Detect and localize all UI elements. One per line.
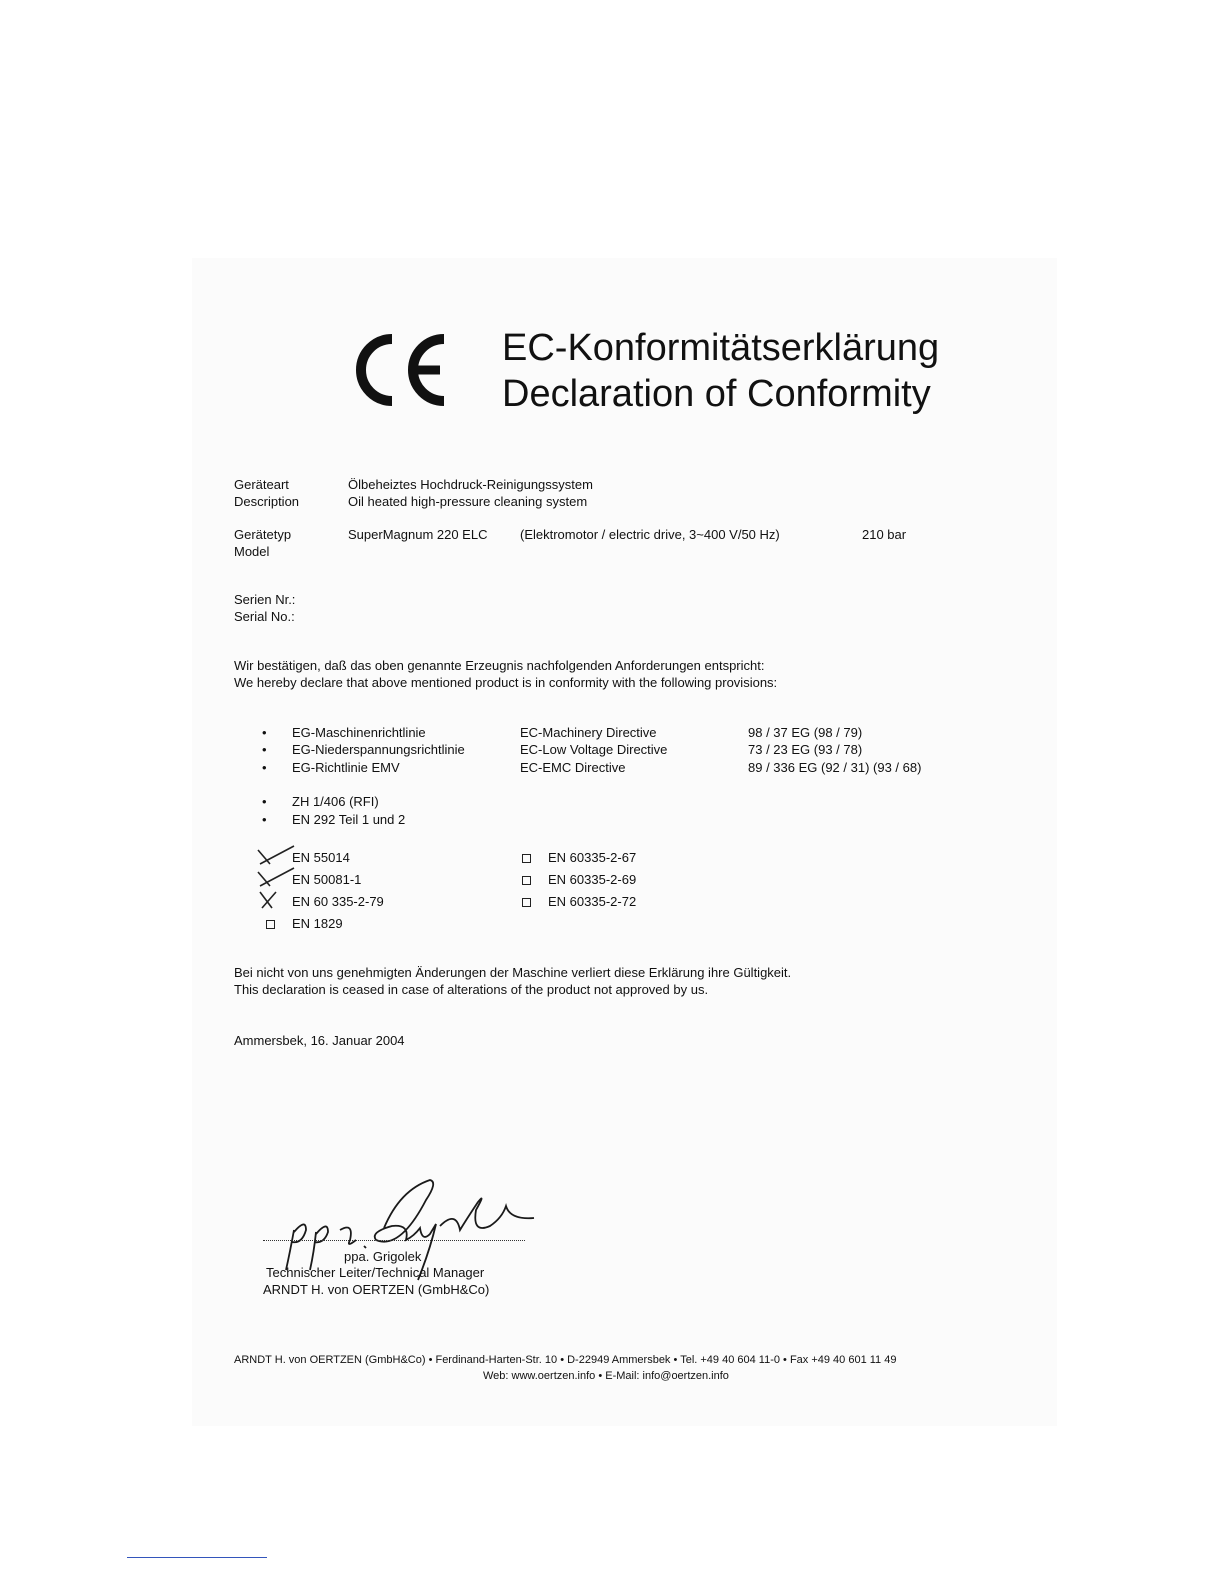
bullet-icon: • — [262, 725, 267, 740]
unchecked-box-icon — [266, 920, 275, 929]
bullet-icon: • — [262, 760, 267, 775]
standard-checked: EN 60 335-2-79 — [292, 894, 384, 909]
signature-line — [263, 1240, 525, 1241]
model-label-de: Gerätetyp — [234, 527, 292, 542]
description-label-de: Geräteart — [234, 477, 289, 492]
declaration-de: Wir bestätigen, daß das oben genannte Erzeugnis nachfolgenden Anforderungen entspricht: — [234, 658, 765, 673]
standard-unchecked: EN 60335-2-69 — [548, 872, 637, 887]
model-label-en: Model — [234, 544, 270, 559]
bullet-icon: • — [262, 742, 267, 757]
bullet-icon: • — [262, 794, 267, 809]
pressure-value: 210 bar — [862, 527, 907, 542]
validity-en: This declaration is ceased in case of alterations of the product not approved by us. — [234, 982, 709, 997]
footer-address: ARNDT H. von OERTZEN (GmbH&Co) • Ferdinand-Harten-Str. 10 • D-22949 Ammersbek • Tel. +49 40 604 11-0 • Fax +49 40 601 11 49 — [234, 1354, 897, 1366]
signatory-name: ppa. Grigolek — [344, 1249, 422, 1264]
unchecked-box-icon — [522, 876, 531, 885]
directive-ref: 73 / 23 EG (93 / 78) — [748, 742, 863, 757]
title-english: Declaration of Conformity — [502, 373, 931, 415]
signatory-company: ARNDT H. von OERTZEN (GmbH&Co) — [263, 1282, 490, 1297]
directive-de: EG-Richtlinie EMV — [292, 760, 400, 775]
directive-ref: 89 / 336 EG (92 / 31) (93 / 68) — [748, 760, 922, 775]
directive-ref: 98 / 37 EG (98 / 79) — [748, 725, 863, 740]
other-standard: EN 292 Teil 1 und 2 — [292, 812, 406, 827]
page-footer-rule — [127, 1557, 267, 1558]
directive-de: EG-Maschinenrichtlinie — [292, 725, 426, 740]
standard-unchecked: EN 1829 — [292, 916, 343, 931]
standard-unchecked: EN 60335-2-67 — [548, 850, 637, 865]
unchecked-box-icon — [522, 898, 531, 907]
serial-label-en: Serial No.: — [234, 609, 295, 624]
drive-value: (Elektromotor / electric drive, 3~400 V/50 Hz) — [520, 527, 780, 542]
ce-mark-logo — [348, 325, 448, 415]
unchecked-box-icon — [522, 854, 531, 863]
directive-en: EC-Low Voltage Directive — [520, 742, 668, 757]
place-date: Ammersbek, 16. Januar 2004 — [234, 1033, 405, 1048]
validity-de: Bei nicht von uns genehmigten Änderungen der Maschine verliert diese Erklärung ihre Gültigkeit. — [234, 965, 792, 980]
directive-en: EC-EMC Directive — [520, 760, 626, 775]
description-label-en: Description — [234, 494, 300, 509]
other-standard: ZH 1/406 (RFI) — [292, 794, 379, 809]
directive-de: EG-Niederspannungsrichtlinie — [292, 742, 465, 757]
bullet-icon: • — [262, 812, 267, 827]
footer-contact: Web: www.oertzen.info • E-Mail: info@oertzen.info — [483, 1370, 729, 1382]
model-value: SuperMagnum 220 ELC — [348, 527, 488, 542]
signatory-role: Technischer Leiter/Technical Manager — [266, 1265, 485, 1280]
title-german: EC-Konformitätserklärung — [502, 327, 940, 369]
serial-label-de: Serien Nr.: — [234, 592, 296, 607]
directive-en: EC-Machinery Directive — [520, 725, 657, 740]
description-value-de: Ölbeheiztes Hochdruck-Reinigungssystem — [348, 477, 593, 492]
standard-checked: EN 55014 — [292, 850, 350, 865]
declaration-en: We hereby declare that above mentioned product is in conformity with the following provisions: — [234, 675, 778, 690]
standard-checked: EN 50081-1 — [292, 872, 362, 887]
standard-unchecked: EN 60335-2-72 — [548, 894, 637, 909]
description-value-en: Oil heated high-pressure cleaning system — [348, 494, 588, 509]
